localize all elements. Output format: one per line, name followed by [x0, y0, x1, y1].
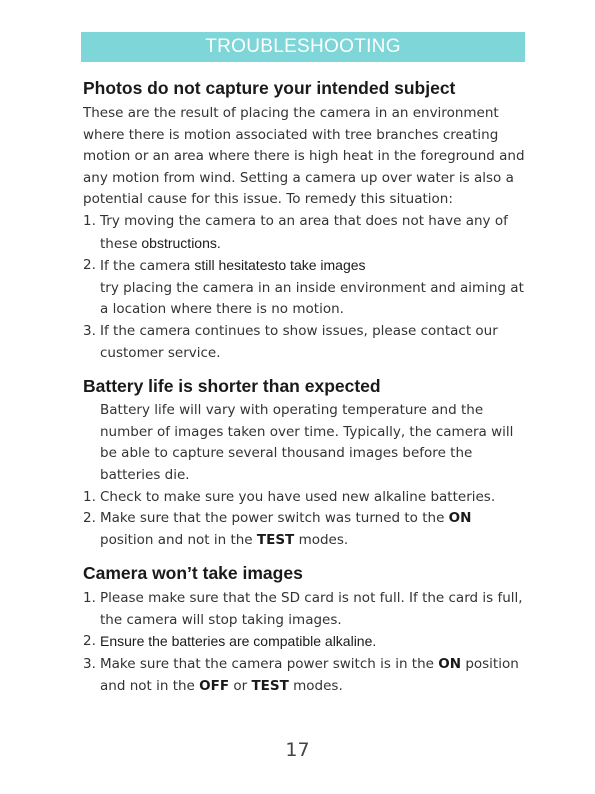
list-text: position and not in the	[100, 656, 519, 694]
section-intro-photos: These are the result of placing the camera in an environment where there is motion associated with tree branches creating motion or an area where there is high heat in the foreground and any motion from wind. Setting a camera up over water is also a potential cause for this issue. To remedy this situation:	[83, 105, 525, 208]
heading-lead: Photos	[83, 78, 143, 98]
list-text: Try moving the camera to an area that does not have any of these	[100, 212, 508, 252]
list-text: If the camera continues to show issues, please contact our customer service.	[100, 322, 498, 361]
test-mode-label: TEST	[256, 531, 295, 548]
list-text: position and not in the	[100, 531, 257, 548]
list-item	[83, 654, 528, 697]
remedy-list-camera	[83, 588, 528, 697]
list-number: 2.	[83, 633, 96, 650]
page-title: TROUBLESHOOTING	[205, 36, 401, 57]
list-number: 1.	[83, 590, 96, 607]
on-mode-label: ON	[448, 510, 472, 527]
heading-rest: do not capture your intended subject	[142, 78, 456, 98]
list-number: 3.	[83, 656, 96, 673]
remedy-list-battery	[83, 487, 528, 552]
list-text: Make sure that the camera power switch is in the	[100, 656, 439, 673]
off-mode-label: OFF	[199, 677, 230, 694]
list-text: Please make sure that the SD card is not full. If the card is full, the camera will stop taking images.	[100, 590, 523, 628]
list-text-alt: still hesitatesto take images	[190, 257, 366, 274]
list-number: 3.	[83, 322, 96, 339]
list-item	[83, 211, 528, 255]
section-intro-battery: Battery life will vary with operating temperature and the number of images taken over time. Typically, the camera will be able to capture several thousand images before the batteries die.	[100, 402, 514, 483]
list-item	[83, 631, 528, 654]
remedy-list-photos	[83, 211, 528, 364]
section-title-banner	[81, 32, 525, 62]
list-text: modes.	[288, 677, 343, 694]
list-item	[83, 321, 528, 364]
list-text-continued: try placing the camera in an inside environment and aiming at a location where there is no motion.	[100, 279, 524, 318]
on-mode-label: ON	[438, 656, 462, 673]
page-number: 17	[285, 739, 310, 761]
section-heading-battery: Battery life is shorter than expected	[83, 376, 381, 397]
list-item	[83, 588, 528, 631]
list-number: 2.	[83, 257, 96, 274]
list-item	[83, 255, 528, 321]
list-item	[83, 508, 528, 551]
list-text: Ensure the batteries are compatible alkaline.	[100, 633, 377, 650]
list-text: If the camera	[100, 258, 191, 275]
list-number: 1.	[83, 212, 96, 229]
list-text: or	[229, 677, 252, 694]
test-mode-label: TEST	[251, 677, 289, 694]
section-heading-photos	[83, 76, 528, 100]
list-text: Check to make sure you have used new alkaline batteries.	[100, 488, 496, 505]
section-heading-camera: Camera won’t take images	[83, 563, 303, 584]
list-text: modes.	[294, 531, 349, 548]
list-number: 2.	[83, 510, 96, 527]
list-text-tail: obstructions.	[137, 234, 221, 251]
list-item	[83, 487, 528, 509]
list-number: 1.	[83, 488, 96, 505]
list-text: Make sure that the power switch was turned to the	[100, 510, 449, 527]
manual-content	[83, 76, 528, 697]
